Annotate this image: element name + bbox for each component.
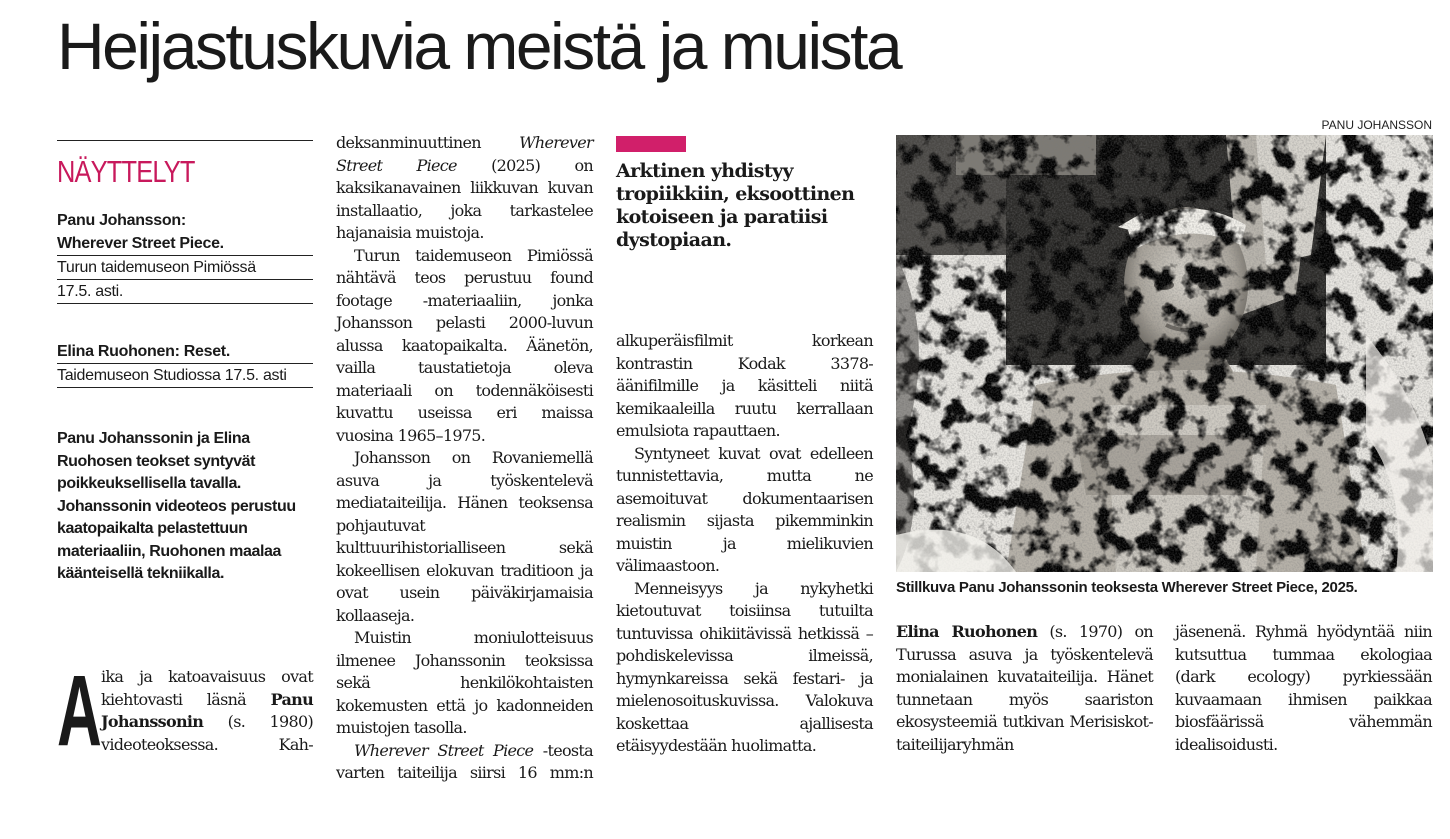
work-title: Wherever Street Piece <box>354 740 534 760</box>
drop-cap: A <box>57 655 102 767</box>
exhibition-dates: 17.5. asti. <box>57 279 313 304</box>
exhibition-title: Elina Ruohonen: Reset. <box>57 343 230 360</box>
exhibition-venue: Taidemuseon Studiossa 17.5. asti <box>57 363 313 388</box>
body-column-2 <box>336 132 593 785</box>
exhibition-title-work: Wherever Street Piece. <box>57 235 224 252</box>
sidebar-top-rule <box>57 140 313 141</box>
pull-quote-accent-bar <box>616 136 686 152</box>
work-title: Wherever Street Piece <box>336 133 593 175</box>
body-paragraph: Wherever Street Piece -teosta varten taiteilija siirsi 16 mm:n <box>336 740 593 782</box>
body-paragraph: deksanminuuttinen Wherever Street Piece (2025) on kaksikanavainen liikkuvan kuvan installaatio, joka tarkastelee hajanaisia muistoja. <box>336 133 593 242</box>
body-column-4 <box>896 621 1153 756</box>
body-column-5 <box>1175 621 1432 756</box>
body-paragraph: alkuperäisfilmit korkean kontrastin Kodak 3378-äänifilmille ja käsitteli niitä kemikaaleilla ruutu kerrallaan emulsiota rapauttaen. <box>616 331 873 440</box>
exhibition-venue: Turun taidemuseon Pimiössä <box>57 255 313 279</box>
section-label: NÄYTTELYT <box>57 154 195 189</box>
body-paragraph: Johansson on Rovaniemellä asuva ja työskentelevä mediataiteilija. Hänen teoksensa pohjautuvat kulttuurihistorialliseen sekä kokeellisen elokuvan traditioon ja ovat usein päiväkirjamaisia kollaaseja. <box>336 448 593 625</box>
body-column-3 <box>616 330 873 758</box>
artwork-still-photo <box>896 135 1433 572</box>
headline: Heijastuskuvia meistä ja muista <box>57 9 901 83</box>
pull-quote: Arktinen yhdistyy tropiikkiin, eksoottinen kotoiseen ja paratiisi dystopiaan. <box>616 160 855 251</box>
exhibition-title: Panu Johansson: <box>57 212 186 229</box>
body-paragraph: Turun taidemuseon Pimiössä nähtävä teos perustuu found footage -materiaaliin, jonka Johansson pelasti 2000-luvun alussa kaatopaikalta. Äänetön, vailla taustatietoja oleva materiaali on todennäköisesti kuvattu useissa eri maissa vuosina 1965–1975. <box>336 245 593 445</box>
body-column-1 <box>57 655 313 767</box>
body-paragraph: Elina Ruohonen (s. 1970) on Turussa asuva ja työskentelevä monialainen kuvataiteilija. Hänet tunnetaan myös saariston ekosysteemiä tutkivan Merisiskot-taiteilijaryhmän <box>896 622 1153 754</box>
photo-illustration <box>896 135 1433 572</box>
photo-caption: Stillkuva Panu Johanssonin teoksesta Wherever Street Piece, 2025. <box>896 579 1358 596</box>
body-paragraph: Menneisyys ja nykyhetki kietoutuvat toisiinsa tutuilta tuntuvissa ohikiitävissä hetkissä – pohdiskelevissa ilmeissä, hymynkareissa sekä festari- ja mielenosoituskuvissa. Valokuva koskettaa ajallisesta etäisyydestään huolimatta. <box>616 578 873 755</box>
exhibition-sidebar <box>57 140 313 586</box>
artist-name: Elina Ruohonen <box>896 622 1038 641</box>
body-paragraph: ika ja katoavaisuus ovat kiehtovasti läsnä Panu Johanssonin (s. 1980) videoteoksessa. Kah- <box>101 667 313 754</box>
artist-name: Panu Johanssonin <box>101 689 313 731</box>
body-paragraph: Muistin moniulotteisuus ilmenee Johanssonin teoksissa sekä henkilökohtaisten kokemusten että jo kadonneiden muistojen tasolla. <box>336 628 593 737</box>
photo-credit: PANU JOHANSSON <box>1321 118 1432 132</box>
body-paragraph: Syntyneet kuvat ovat edelleen tunnistettavia, mutta ne asemoituvat dokumentaarisen realismin sijasta pikemminkin muistin ja mielikuvien välimaastoon. <box>616 443 873 575</box>
lead-paragraph: Panu Johanssonin ja Elina Ruohosen teokset syntyvät poikkeuksellisella tavalla. Johanssonin videoteos perustuu kaatopaikalta pelastettuun materiaaliin, Ruohonen maalaa käänteisellä tekniikalla. <box>57 430 296 582</box>
body-paragraph: jäsenenä. Ryhmä hyödyntää niin kutsuttua tummaa ekologiaa (dark ecology) pyrkiessään kuvaamaan ihmisen paikkaa biosfäärissä vähemmän idealisoidusti. <box>1175 622 1432 754</box>
